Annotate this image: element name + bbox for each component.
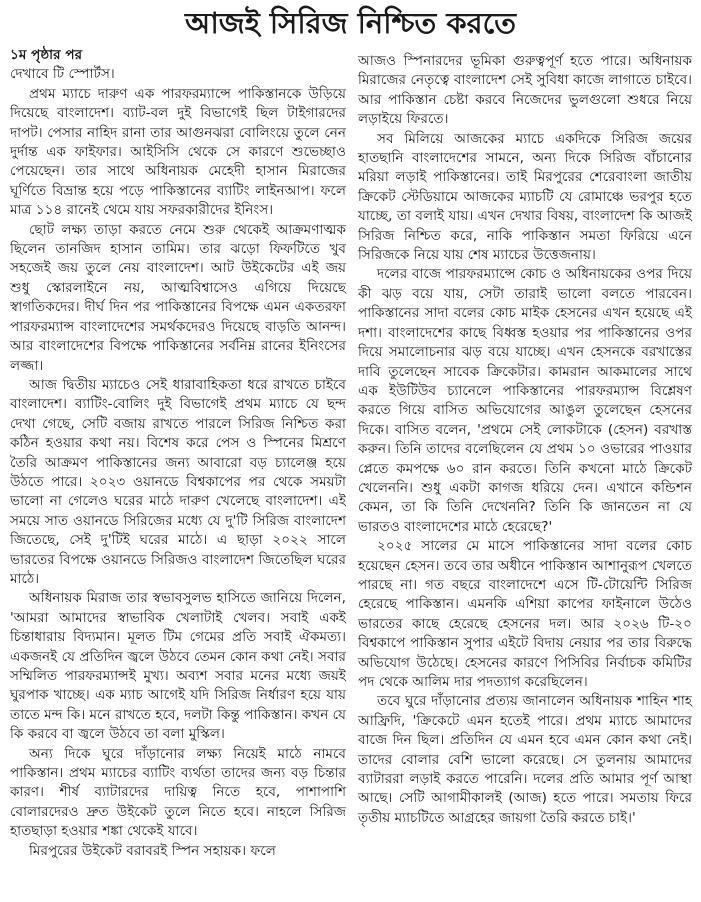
article-paragraph: অন্য দিকে ঘুরে দাঁড়ানোর লক্ষ্য নিয়েই মাঠে নামবে পাকিস্তান। প্রথম ম্যাচের ব্যাটিং ব্যর্থতা তাদের জন্য বড় চিন্তার কারণ। শীর্ষ ব্যাটারদের দায়িত্ব নিতে হবে, পাশাপাশি বোলারদেরও দ্রুত উইকেট তুলে নিতে হবে। নাহলে সিরিজ হাতছাড়া হওয়ার শঙ্কা থেকেই যাবে। [10,745,346,840]
article-paragraph: ২০২৫ সালের মে মাসে পাকিস্তানের সাদা বলের কোচ হয়েছেন হেসন। তবে তার অধীনে পাকিস্তান আশানুরূপ খেলতে পারছে না। গত বছরে বাংলাদেশে এসে টি-টোয়েন্টি সিরিজ হেরেছে পাকিস্তান। এমনকি এশিয়া কাপের ফাইনালে উঠেও ভারতের কাছে হেরেছে হেসনের দল। আর ২০২৬ টি-২০ বিশ্বকাপে পাকিস্তান সুপার এইটে বিদায় নেয়ার পর তার বিরুদ্ধে অভিযোগ উঠেছে। হেসনের কারণে পিসিবির নির্বাচক কমিটির পদ থেকে আলিম দার পদত্যাগ করেছিলেন। [358,538,692,690]
article-column-right [358,52,692,828]
article-column-left [10,46,346,861]
continued-from-label: ১ম পৃষ্ঠার পর [10,47,83,63]
article-paragraph: সব মিলিয়ে আজকের ম্যাচে একদিকে সিরিজ জয়ের হাতছানি বাংলাদেশের সামনে, অন্য দিকে সিরিজ বাঁচানোর মরিয়া লড়াই পাকিস্তানের। তাই মিরপুরের শেরেবাংলা জাতীয় ক্রিকেট স্টেডিয়ামে আজকের ম্যাচটি যে রোমাঞ্চে ভরপুর হতে যাচ্ছে, তা বলাই যায়। এখন দেখার বিষয়, বাংলাদেশ কি আজই সিরিজ নিশ্চিত করে, নাকি পাকিস্তান সমতা ফিরিয়ে এনে সিরিজকে নিয়ে যায় শেষ ম্যাচের উত্তেজনায়। [358,130,692,264]
article-paragraph: আজ দ্বিতীয় ম্যাচেও সেই ধারাবাহিকতা ধরে রাখতে চাইবে বাংলাদেশ। ব্যাটিং-বোলিং দুই বিভাগেই প্রথম ম্যাচে যে ছন্দ দেখা গেছে, সেটি বজায় রাখতে পারলে সিরিজ নিশ্চিত করা কঠিন হওয়ার কথা নয়। বিশেষ করে পেস ও স্পিনের মিশ্রণে তৈরি আক্রমণ পাকিস্তানের জন্য আবারো বড় চ্যালেঞ্জ হয়ে উঠতে পারে। ২০২৩ ওয়ানডে বিশ্বকাপের পর থেকে সময়টা ভালো না গেলেও ঘরের মাঠে দারুণ খেলেছে বাংলাদেশ। এই সময়ে সাত ওয়ানডে সিরিজের মধ্যে যে দু'টি সিরিজ বাংলাদেশ জিতেছে, সেই দু'টিই ঘরের মাঠে। এ ছাড়া ২০২২ সালে ভারতের বিপক্ষে ওয়ানডে সিরিজও বাংলাদেশ জিতেছিল ঘরের মাঠে। [10,376,346,587]
article-paragraph: দলের বাজে পারফরম্যান্সে কোচ ও অধিনায়কের ওপর দিয়ে কী ঝড় বয়ে যায়, সেটা তারাই ভালো বলতে পারবেন। পাকিস্তানের সাদা বলের কোচ মাইক হেসনের এখন হয়েছে এই দশা। বাংলাদেশের কাছে বিধ্বস্ত হওয়ার পর পাকিস্তানের ওপর দিয়ে সমালোচনার ঝড় বয়ে যাচ্ছে। এখন হেসনকে বরখাস্তের দাবি তুলেছেন সাবেক ক্রিকেটার। কামরান আকমালের সাথে এক ইউটিউব চ্যানেলে পাকিস্তানের পারফরম্যান্স বিশ্লেষণ করতে গিয়ে বাসিত অভিযোগের আঙুল তুলেছেন হেসনের দিকে। বাসিত বলেন, 'প্রথমে সেই লোকটাকে (হেসন) বরখাস্ত করুন। তিনি তাদের বলেছিলেন যে প্রথম ১০ ওভারের পাওয়ার প্লেতে কমপক্ষে ৬০ রান করতে। তিনি কখনো মাঠে ক্রিকেট খেলেননি। শুধু একটা কাগজ ধরিয়ে দেন। এখানে কন্ডিশন কেমন, তা কি তিনি দেখেননি? তিনি কি জানতেন না যে ভারতও বাংলাদেশের মাঠে হেরেছে?' [358,266,692,535]
article-headline: আজই সিরিজ নিশ্চিত করতে [184,6,517,40]
article-paragraph: প্রথম ম্যাচে দারুণ এক পারফরম্যান্সে পাকিস্তানকে উড়িয়ে দিয়েছে বাংলাদেশ। ব্যাট-বল দুই বিভাগেই ছিল টাইগারদের দাপট। পেসার নাহিদ রানা তার আগুনঝরা বোলিংয়ে তুলে নেন দুর্দান্ত এক ফাইফার। আইসিসি থেকে সে কারণে শুভেচ্ছাও পেয়েছেন। তার সাথে অধিনায়ক মেহেদী হাসান মিরাজের ঘূর্ণিতে বিভ্রান্ত হয়ে পড়ে পাকিস্তানের ব্যাটিং লাইনআপ। ফলে মাত্র ১১৪ রানেই থেমে যায় সফরকারীদের ইনিংস। [10,85,346,219]
article-paragraph: আজও স্পিনারদের ভূমিকা গুরুত্বপূর্ণ হতে পারে। অধিনায়ক মিরাজের নেতৃত্বে বাংলাদেশ সেই সুবিধা কাজে লাগাতে চাইবে। আর পাকিস্তান চেষ্টা করবে নিজেদের ভুলগুলো শুধরে নিয়ে লড়াইয়ে ফিরতে। [358,53,692,128]
article-paragraph: দেখাবে টি স্পোর্টস। [10,66,115,83]
article-paragraph: মিরপুরের উইকেট বরাবরই স্পিন সহায়ক। ফলে [29,842,276,859]
article-paragraph: ছোট লক্ষ্য তাড়া করতে নেমে শুরু থেকেই আক্রমণাত্মক ছিলেন তানজিদ হাসান তামিম। তার ঝড়ো ফিফটিতে খুব সহজেই জয় তুলে নেয় বাংলাদেশ। আট উইকেটের এই জয় শুধু স্কোরলাইনে নয়, আত্মবিশ্বাসেও এগিয়ে দিয়েছে স্বাগতিকদের। দীর্ঘ দিন পর পাকিস্তানের বিপক্ষে এমন একতরফা পারফরম্যান্স বাংলাদেশের সমর্থকদেরও দিয়েছে বাড়তি আনন্দ। আর বাংলাদেশের বিপক্ষে পাকিস্তানের সর্বনিম্ন রানের ইনিংসের লজ্জা। [10,221,346,374]
article-paragraph: অধিনায়ক মিরাজ তার স্বভাবসুলভ হাসিতে জানিয়ে দিলেন, 'আমরা আমাদের স্বাভাবিক খেলাটাই খেলব। সবাই একই চিন্তাধারায় বিদ্যমান। মূলত টিম গেমের প্রতি সবাই ঐকমত্য। একজনই যে প্রতিদিন জ্বলে উঠবে তেমন কোন কথা নেই। সবার সম্মিলিত পারফরম্যান্সই মুখ্য। অব্যশ সবার মনের মধ্যে জয়ই ঘুরপাক খাচ্ছে। এক ম্যাচ আগেই যদি সিরিজ নির্ধারণ হয়ে যায় তাতে মন্দ কি। মনে রাখতে হবে, দলটা কিন্তু পাকিস্তান। কখন যে কি করবে বা জ্বলে উঠবে তা বলা মুস্কিল। [10,590,346,743]
article-paragraph: তবে ঘুরে দাঁড়ানোর প্রত্যয় জানালেন অধিনায়ক শাহিন শাহ আফ্রিদি, 'ক্রিকেটে এমন হতেই পারে। প্রথম ম্যাচে আমাদের বাজে দিন ছিল। প্রতিদিন যে এমন হবে এমন কোন কথা নেই। তাদের বোলার বেশি ভালো করেছে। সে তুলনায় আমাদের ব্যাটাররা লড়াই করতে পারেনি। দলের প্রতি আমার পূর্ণ আস্থা আছে। সেটি আগামীকালই (আজ) হতে পারে। সমতায় ফিরে তৃতীয় ম্যাচটিতে আগ্রহের জায়গা তৈরি করতে চাই।' [358,693,692,826]
